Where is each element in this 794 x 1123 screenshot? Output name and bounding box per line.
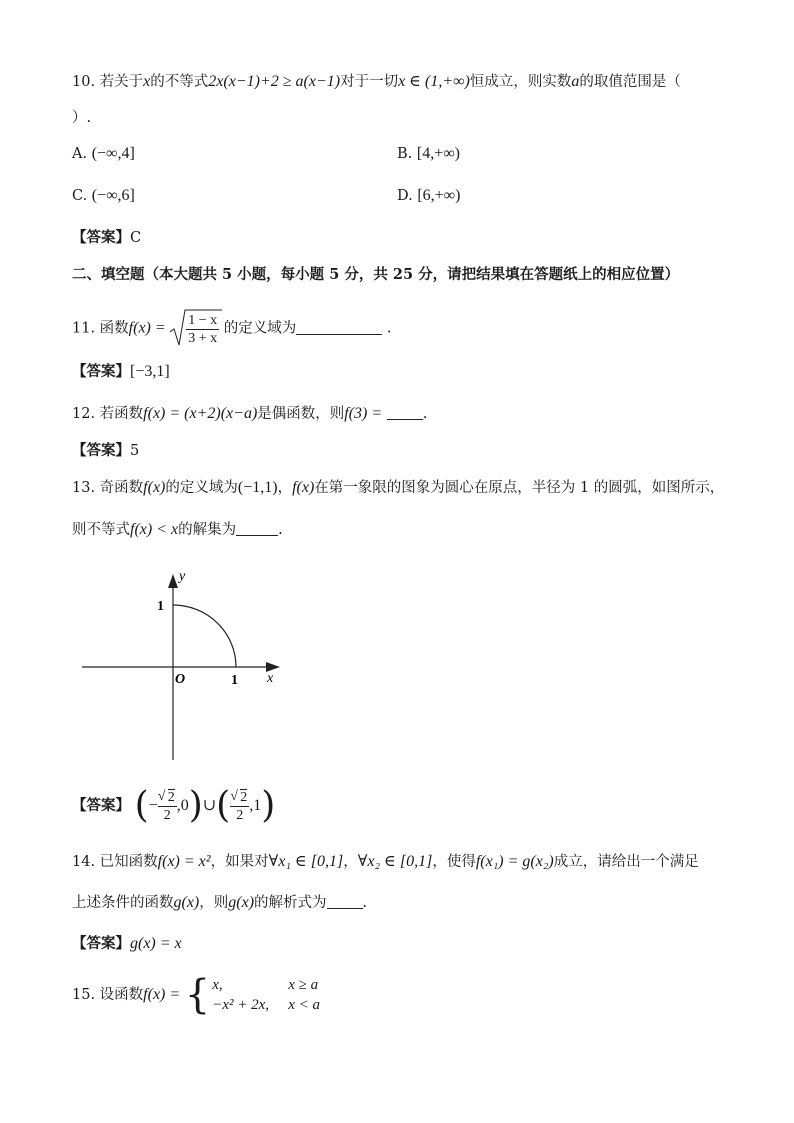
left-brace: { [184,972,211,1018]
q15-number: 15. [72,987,96,1003]
q14-text: 成立，请给出一个满足 [553,854,699,870]
answer-blank[interactable] [236,521,278,536]
q13-graph [80,566,290,762]
q12-stem [72,404,427,424]
union-symbol: ∪ [202,797,217,814]
q14-function: f(x) = x² [157,853,211,870]
q13-text: 的解集为 [178,522,237,538]
option-label: B. [397,146,413,162]
q11-answer [72,362,170,382]
fraction-denominator: 2 [236,807,244,823]
q10-text: ）. [72,110,92,126]
x-axis-label: x [267,671,274,686]
q10-inequality: 2x(x−1)+2 ≥ a(x−1) [208,73,341,90]
sqrt-value: 2 [240,789,248,805]
q11-sqrt [170,310,219,347]
q10-option-b[interactable] [397,144,460,164]
case-condition: x ≥ a [288,977,319,993]
q14-text: ，则 [199,895,229,911]
q12-text: . [422,406,428,422]
sqrt-value: 2 [167,789,175,805]
answer-tag: 【答案】 [72,442,130,459]
y-axis-arrow [168,574,178,588]
fraction-denominator: 3 + x [188,331,218,346]
q10-var-x: x [143,73,151,90]
q13-answer [72,785,276,832]
q15-text: 设函数 [99,987,144,1003]
q10-answer [72,228,141,248]
q10-number: 10. [72,74,96,90]
option-value: [4,+∞) [416,145,460,162]
paren: ) [261,785,276,826]
q14-quantifier-1: ∀x₁ ∈ [0,1] [268,853,344,870]
q13-domain: (−1,1) [237,479,278,496]
paren: ( [216,785,231,826]
q13-number: 13. [72,480,96,496]
q11-function: f(x) = [128,319,166,337]
q15-function: f(x) = [143,986,181,1003]
case-expression: −x² + 2x, [212,997,270,1013]
q12-number: 12. [72,406,96,422]
q13-function: f(x) [143,479,166,496]
q11-text: 函数 [99,320,129,337]
y-tick-label: 1 [157,599,164,614]
q12-function: f(x) = (x+2)(x−a) [143,405,258,422]
answer-tag: 【答案】 [72,797,130,814]
q11-number: 11. [72,320,96,337]
answer-value: g(x) = x [130,935,182,952]
q13-text: . [278,522,283,538]
q12-answer [72,441,139,461]
fraction-numerator: √ 2 [230,788,248,805]
answer-tag: 【答案】 [72,229,130,246]
sqrt2-over-2 [230,789,249,824]
q14-stem-line2 [72,893,367,913]
cases [212,975,348,1015]
sqrt-sign [168,308,222,348]
q13-stem-line2 [72,520,283,540]
q13-function: f(x) [292,479,315,496]
answer-blank[interactable] [296,320,382,335]
fraction-numerator: √ 2 [157,788,175,805]
answer-text: ,1 [249,797,262,814]
case-expression: x, [212,977,223,993]
q12-f3: f(3) = [344,405,383,422]
q10-stem-line2 [72,108,91,128]
q10-option-c[interactable] [72,186,135,206]
q13-text: 奇函数 [99,480,144,496]
option-label: A. [72,146,88,162]
q12-text: 若函数 [99,406,144,422]
q11-text: 的定义域为 [223,320,297,337]
y-axis-label: y [179,569,186,584]
q10-text: 的取值范围是（ [579,74,681,90]
piecewise-definition [184,972,348,1018]
q14-answer [72,934,182,954]
q13-text: ， [277,480,293,496]
answer-value: 5 [130,443,140,459]
q10-text: 若关于 [99,74,144,90]
q11-text: . [386,320,392,337]
q14-text: ， [343,854,358,870]
q14-text: ，如果对 [210,854,269,870]
q10-condition: x ∈ (1,+∞) [398,73,470,90]
quarter-circle-arc [173,605,236,667]
answer-value: [−3,1] [130,363,170,380]
paren: ( [134,785,149,826]
q10-text: 恒成立，则实数 [469,74,572,90]
q14-text: 的解析式为 [254,895,327,911]
q13-text: 则不等式 [72,522,130,538]
paren: ) [188,785,203,826]
answer-blank[interactable] [327,894,363,909]
q14-g: g(x) [228,894,255,911]
q13-text: 在第一象限的图象为圆心在原点，半径为 1 的圆弧，如图所示， [314,480,725,496]
q13-stem-line1 [72,478,724,498]
option-value: (−∞,6] [91,187,135,204]
option-value: [6,+∞) [417,187,461,204]
option-label: D. [397,188,413,204]
answer-blank[interactable] [387,405,423,420]
answer-tag: 【答案】 [72,363,130,380]
q10-text: 对于一切 [340,74,399,90]
x-tick-label: 1 [231,673,238,688]
answer-value: C [130,230,142,246]
q15-stem [72,972,348,1019]
fraction-numerator: 1 − x [188,313,218,328]
option-label: C. [72,188,88,204]
q10-text: 的不等式 [150,74,209,90]
origin-label: O [175,672,186,687]
case-condition: x < a [288,997,321,1013]
q10-option-a[interactable] [72,144,135,164]
fraction-denominator: 2 [163,807,171,823]
q11-stem [72,310,392,347]
option-value: (−∞,4] [91,145,135,162]
q10-option-d[interactable] [397,186,460,206]
q14-g: g(x) [173,894,200,911]
sqrt2-over-2 [158,789,177,824]
q14-equation: f(x₁) = g(x₂) [475,853,554,870]
q14-text: . [362,895,368,911]
minus-sign: − [148,797,158,814]
q14-text: 已知函数 [99,854,158,870]
q10-stem-line1 [72,72,681,92]
answer-text: ,0 [176,797,189,814]
q14-number: 14. [72,854,96,870]
q14-stem-line1 [72,852,699,872]
q13-inequality: f(x) < x [130,521,179,538]
section-heading: 二、填空题（本大题共 5 小题，每小题 5 分，共 25 分，请把结果填在答题纸上的相应位置） [72,266,680,283]
answer-tag: 【答案】 [72,935,130,952]
q14-text: ，使得 [432,854,476,870]
q12-text: 是偶函数，则 [257,406,345,422]
q14-quantifier-2: ∀x₂ ∈ [0,1] [357,853,433,870]
q13-text: 的定义域为 [165,480,238,496]
q10-var-a: a [571,73,580,90]
q14-text: 上述条件的函数 [72,895,174,911]
